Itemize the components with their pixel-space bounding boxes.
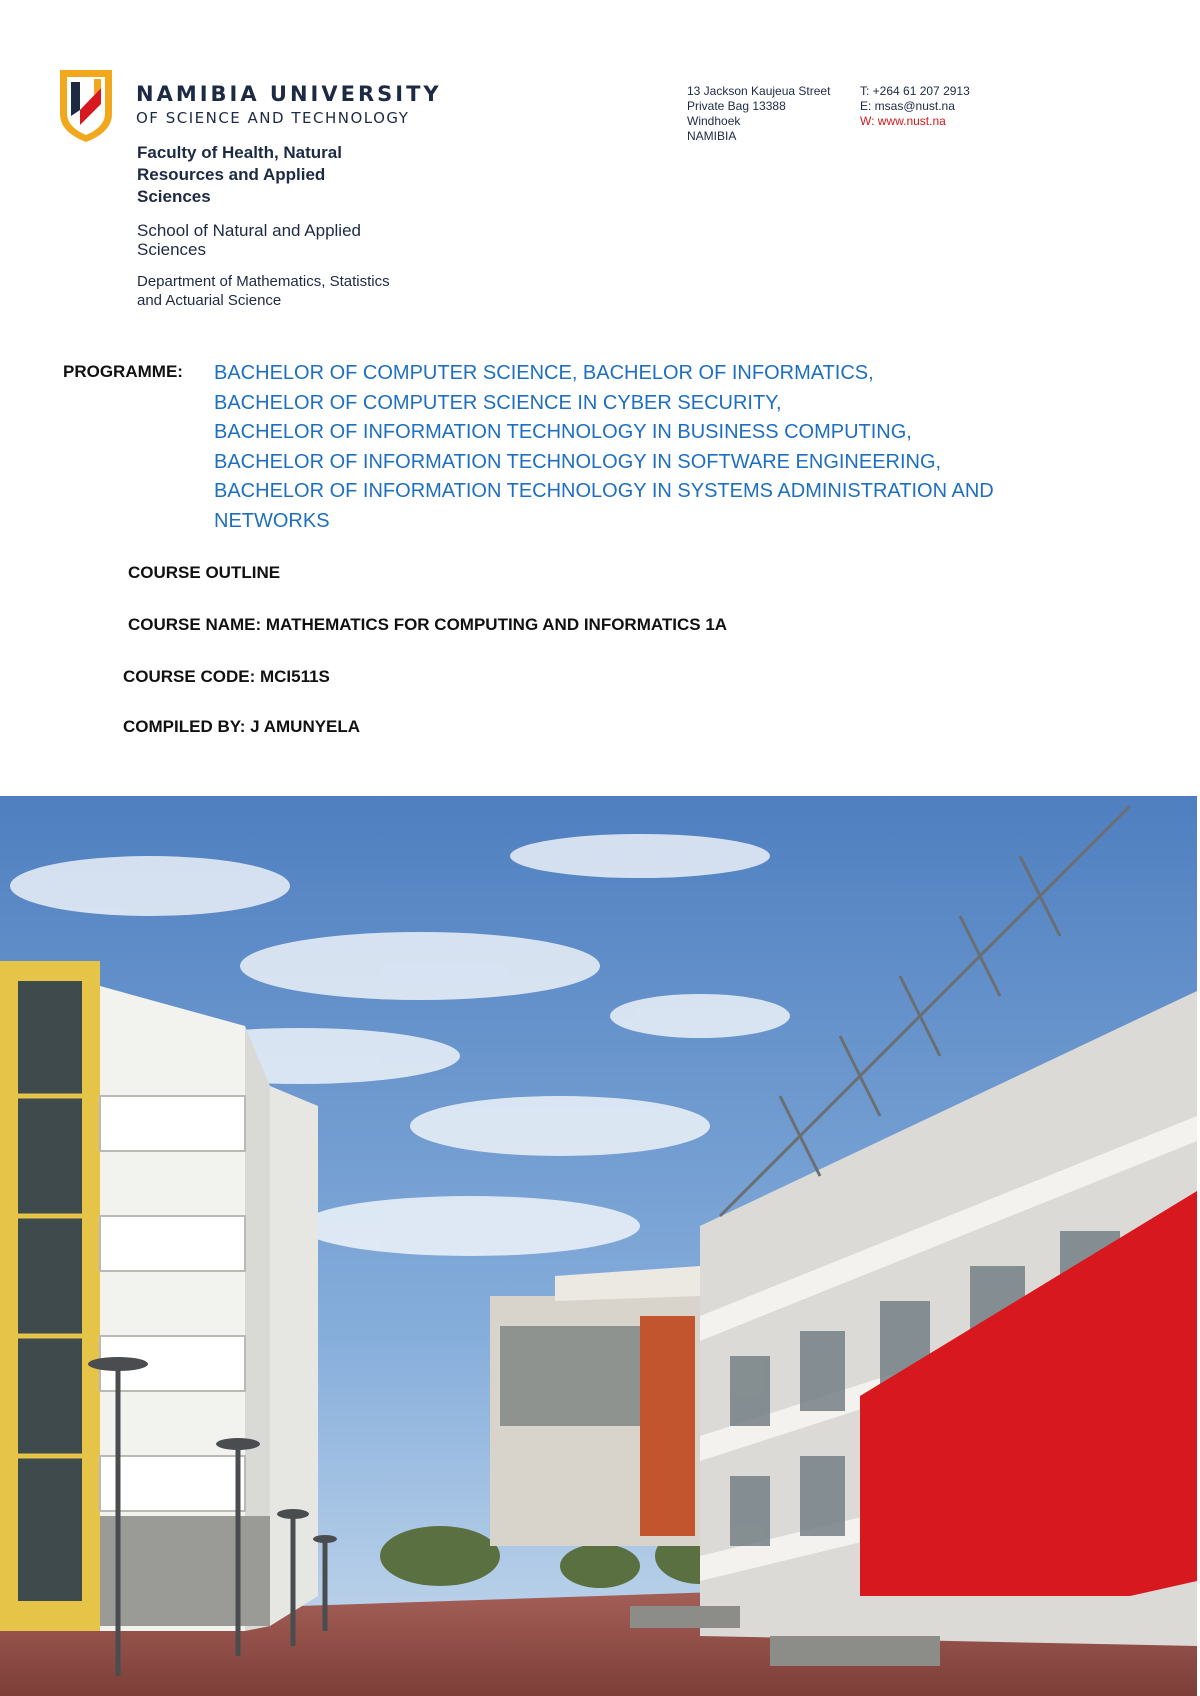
programme-line: BACHELOR OF INFORMATION TECHNOLOGY IN SOFTWARE ENGINEERING, (214, 450, 942, 473)
campus-photo (0, 796, 1197, 1696)
course-code: COURSE CODE: MCI511S (123, 667, 330, 686)
course-outline-heading: COURSE OUTLINE (128, 563, 281, 582)
faculty-name: Faculty of Health, Natural Resources and Applied Sciences (137, 143, 342, 206)
programme-line: BACHELOR OF INFORMATION TECHNOLOGY IN SYSTEMS ADMINISTRATION AND (214, 480, 994, 502)
address-line: Private Bag 13388 (687, 99, 786, 113)
address-line: NAMIBIA (687, 129, 737, 143)
programme-line: BACHELOR OF COMPUTER SCIENCE IN CYBER SECURITY, (214, 391, 782, 414)
address-line: Windhoek (687, 114, 741, 128)
compiled-by: COMPILED BY: J AMUNYELA (123, 717, 361, 736)
contact-phone: T: +264 61 207 2913 (860, 84, 970, 98)
course-name: COURSE NAME: MATHEMATICS FOR COMPUTING AND INFORMATICS 1A (128, 615, 728, 634)
university-name: NAMIBIA UNIVERSITY (136, 82, 442, 106)
university-subname: OF SCIENCE AND TECHNOLOGY (136, 109, 410, 127)
department-name: Department of Mathematics, Statistics and Actuarial Science (137, 273, 390, 309)
programme-label: PROGRAMME: (63, 362, 183, 381)
programme-line: NETWORKS (214, 509, 330, 532)
school-name: School of Natural and Applied Sciences (137, 221, 361, 259)
programme-line: BACHELOR OF INFORMATION TECHNOLOGY IN BUSINESS COMPUTING, (214, 421, 912, 443)
programme-line: BACHELOR OF COMPUTER SCIENCE, BACHELOR OF INFORMATICS, (214, 362, 874, 384)
programme-list (214, 359, 994, 536)
nust-shield-logo-icon (60, 70, 112, 142)
contact-block (860, 84, 970, 129)
contact-email[interactable]: E: msas@nust.na (860, 99, 955, 113)
address-block (687, 84, 830, 144)
address-line: 13 Jackson Kaujeua Street (687, 84, 831, 98)
contact-website[interactable]: W: www.nust.na (860, 114, 946, 128)
